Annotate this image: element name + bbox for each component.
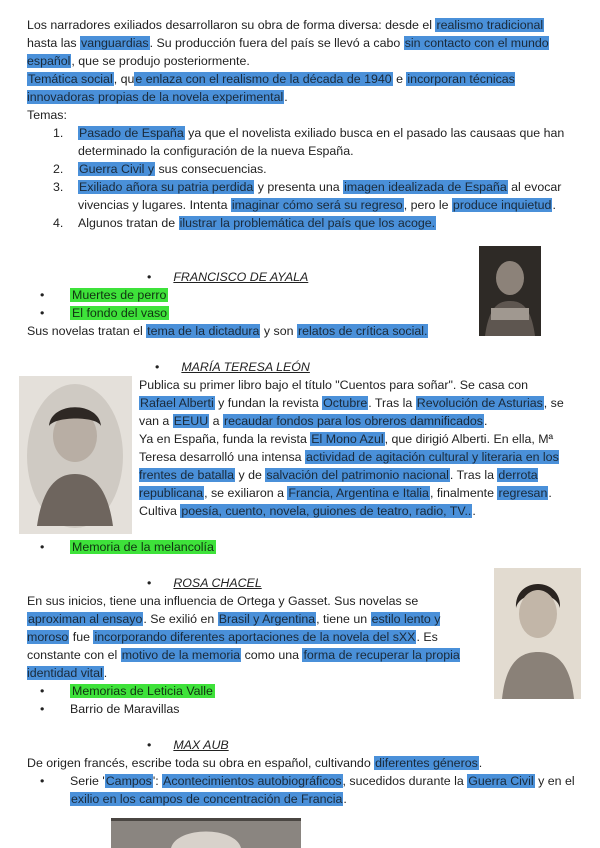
list-item: • Muertes de perro — [40, 288, 167, 302]
author-heading-aub: • MAX AUB — [147, 738, 229, 752]
aub-summary: De origen francés, escribe toda su obra en español, cultivando diferentes géneros. — [27, 756, 483, 770]
leon-biography: Publica su primer libro bajo el título "Cuentos para soñar". Se casa con Rafael Alberti y fundan la revista Octubre. Tras la Revolución de Asturias, se van a EEUU a recaudar fondos para los obreros damnificados. Ya en España, funda la revista El Mono Azul, que dirigió Alberti. En ella, Mª Teresa desarrolló una intensa actividad de agitación cultural y literaria en los frentes de batalla y de salvación del patrimonio nacional. Tras la derrota republicana, se exiliaron a Francia, Argentina e Italia, finalmente regresan. Cultiva poesía, cuento, novela, guiones de teatro, radio, TV... — [139, 378, 564, 518]
ayala-summary: Sus novelas tratan el tema de la dictadura y son relatos de crítica social. — [27, 324, 428, 338]
list-item: 1. Pasado de España ya que el novelista exiliado busca en el pasado las causaas que han determinado la configuración de la nueva España. — [53, 126, 565, 158]
list-item: • Memorias de Leticia Valle — [40, 684, 213, 698]
ayala-portrait — [479, 246, 541, 336]
chacel-portrait — [494, 568, 581, 699]
leon-portrait — [19, 376, 132, 534]
temas-label: Temas: — [27, 108, 67, 122]
chacel-biography: En sus inicios, tiene una influencia de Ortega y Gasset. Sus novelas se aproximan al ensayo. Se exilió en Brasil y Argentina, tiene un estilo lento y moroso fue incorporando diferentes aportaciones de la novela del sXX. Es constante con el motivo de la memoria como una forma de recuperar la propia identidad vital. — [27, 594, 460, 680]
aub-portrait — [111, 818, 301, 848]
list-item: 4. Algunos tratan de ilustrar la problemática del país que los acoge. — [53, 216, 436, 230]
list-item: • El fondo del vaso — [40, 306, 168, 320]
list-item: 3. Exiliado añora su patria perdida y presenta una imagen idealizada de España al evocar vivencias y lugares. Intenta imaginar cómo será su regreso, pero le produce inquietud. — [53, 180, 562, 212]
list-item: • Serie 'Campos': Acontecimientos autobiográficos, sucedidos durante la Guerra Civil y en el exilio en los campos de concentración de Francia. — [40, 774, 575, 806]
author-heading-leon: • MARÍA TERESA LEÓN — [155, 360, 310, 374]
intro-paragraph: Los narradores exiliados desarrollaron su obra de forma diversa: desde el realismo tradicional hasta las vanguardias. Su producción fuera del país se llevó a cabo sin contacto con el mundo español, que se produjo posteriormente. Temática social, que enlaza con el realismo de la década de 1940 e incorporan técnicas innovadoras propias de la novela experimental. — [27, 18, 549, 104]
author-heading-chacel: • ROSA CHACEL — [147, 576, 262, 590]
temas-list — [27, 124, 572, 232]
list-item: • Barrio de Maravillas — [40, 702, 180, 716]
list-item: • Memoria de la melancolía — [40, 540, 214, 554]
list-item: 2. Guerra Civil y sus consecuencias. — [53, 162, 267, 176]
author-heading-ayala: • FRANCISCO DE AYALA — [147, 270, 309, 284]
